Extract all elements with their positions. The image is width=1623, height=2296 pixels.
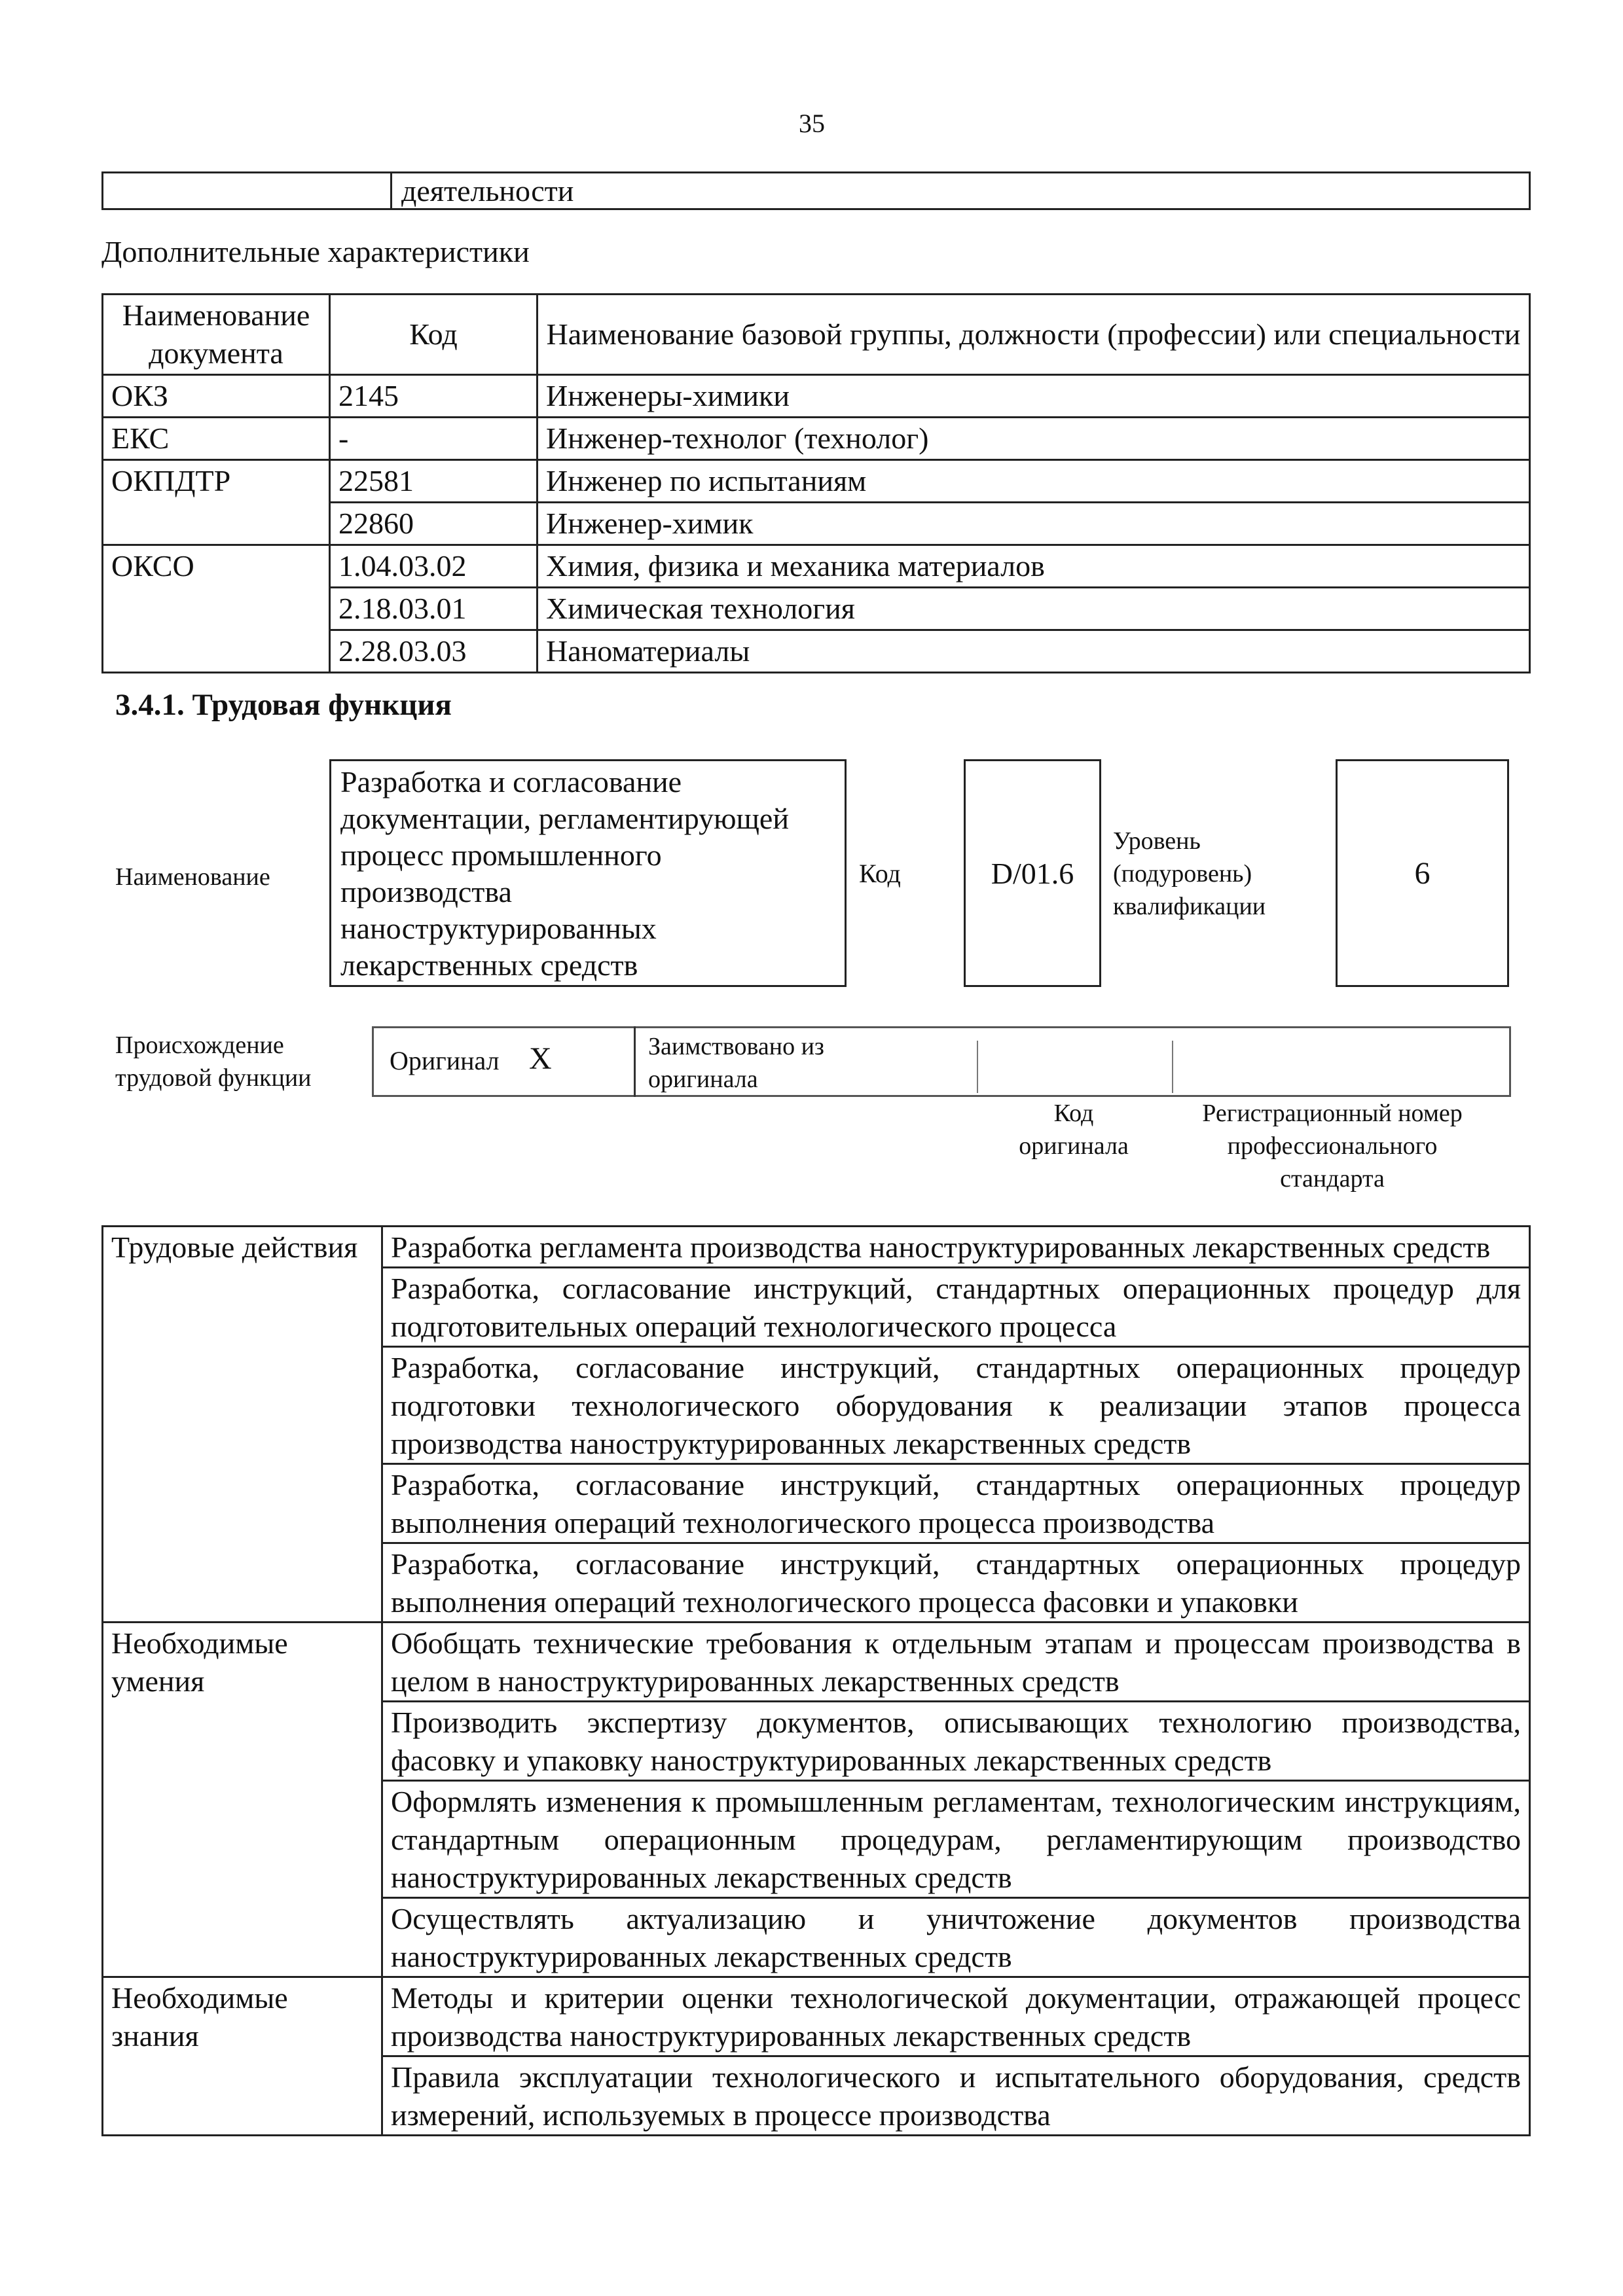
doc-cell: ОКСО <box>103 545 330 673</box>
code-cell: 2145 <box>330 375 538 418</box>
doc-cell: ЕКС <box>103 418 330 460</box>
origin-label: Происхождение трудовой функции <box>115 1031 312 1092</box>
knowledge-item: Правила эксплуатации технологического и испытательного оборудования, средств измерений, используемых в процессе производства <box>382 2056 1530 2136</box>
code-original-label: Код оригинала <box>1019 1100 1129 1160</box>
header-doc: Наименование документа <box>103 295 330 375</box>
header-code: Код <box>330 295 538 375</box>
doc-cell: ОКПДТР <box>103 460 330 545</box>
table-row <box>103 545 1530 588</box>
details-table <box>101 1225 1531 2136</box>
name-cell: Инженер-технолог (технолог) <box>538 418 1530 460</box>
table-row <box>103 1623 1530 1702</box>
skill-item: Производить экспертизу документов, описывающих технологию производства, фасовку и упаковку наноструктурированных лекарственных средств <box>382 1702 1530 1781</box>
original-label: Оригинал <box>390 1046 500 1075</box>
table-row <box>103 1227 1530 1268</box>
code-cell: 22860 <box>330 503 538 545</box>
fragment-empty-cell <box>103 173 392 209</box>
name-cell: Инженер по испытаниям <box>538 460 1530 503</box>
table-row <box>103 418 1530 460</box>
borrowed-label: Заимствовано из оригинала <box>648 1033 824 1093</box>
skill-item: Оформлять изменения к промышленным регламентам, технологическим инструкциям, стандартным операционным процедурам, регламентирующим производство наноструктурированных лекарственных средств <box>382 1781 1530 1898</box>
code-label: Код <box>859 859 901 888</box>
top-fragment-table <box>101 171 1531 210</box>
header-name: Наименование базовой группы, должности (профессии) или специальности <box>538 295 1530 375</box>
additional-title: Дополнительные характеристики <box>101 235 530 268</box>
code-cell: 2.28.03.03 <box>330 630 538 673</box>
code-cell: 1.04.03.02 <box>330 545 538 588</box>
original-mark: X <box>529 1041 552 1076</box>
code-cell: 2.18.03.01 <box>330 588 538 630</box>
action-item: Разработка регламента производства наноструктурированных лекарственных средств <box>382 1227 1530 1268</box>
doc-cell: ОКЗ <box>103 375 330 418</box>
function-name-box <box>329 759 847 987</box>
name-cell: Инженер-химик <box>538 503 1530 545</box>
level-value: 6 <box>1414 855 1431 891</box>
table-row <box>103 375 1530 418</box>
function-name: Разработка и согласование документации, регламентирующей процесс промышленного производства наноструктурированных лекарственных средств <box>340 765 789 982</box>
action-item: Разработка, согласование инструкций, стандартных операционных процедур выполнения операций технологического процесса производства <box>382 1464 1530 1543</box>
skills-label: Необходимые умения <box>103 1623 382 1977</box>
function-heading: 3.4.1. Трудовая функция <box>115 688 452 722</box>
origin-divider <box>1172 1041 1173 1093</box>
name-cell: Наноматериалы <box>538 630 1530 673</box>
action-item: Разработка, согласование инструкций, стандартных операционных процедур подготовки технологического оборудования к реализации этапов процесса производства наноструктурированных лекарственных средств <box>382 1347 1530 1464</box>
page-number: 35 <box>799 109 825 138</box>
table-row <box>103 1977 1530 2056</box>
additional-table <box>101 293 1531 673</box>
function-code-box <box>964 759 1101 987</box>
code-cell: 22581 <box>330 460 538 503</box>
name-cell: Химическая технология <box>538 588 1530 630</box>
skill-item: Обобщать технические требования к отдельным этапам и процессам производства в целом в наноструктурированных лекарственных средств <box>382 1623 1530 1702</box>
actions-label: Трудовые действия <box>103 1227 382 1623</box>
fragment-text: деятельности <box>392 173 1530 209</box>
skill-item: Осуществлять актуализацию и уничтожение документов производства наноструктурированных лекарственных средств <box>382 1898 1530 1977</box>
level-label: Уровень (подуровень) квалификации <box>1113 827 1266 920</box>
reg-number-label: Регистрационный номер профессионального стандарта <box>1202 1100 1463 1193</box>
knowledge-item: Методы и критерии оценки технологической документации, отражающей процесс производства наноструктурированных лекарственных средств <box>382 1977 1530 2056</box>
name-label: Наименование <box>115 863 270 891</box>
origin-divider <box>977 1041 978 1093</box>
origin-divider <box>634 1026 636 1097</box>
action-item: Разработка, согласование инструкций, стандартных операционных процедур выполнения операций технологического процесса фасовки и упаковки <box>382 1543 1530 1623</box>
knowledge-label: Необходимые знания <box>103 1977 382 2136</box>
code-cell: - <box>330 418 538 460</box>
name-cell: Химия, физика и механика материалов <box>538 545 1530 588</box>
function-code: D/01.6 <box>991 856 1074 890</box>
table-row <box>103 460 1530 503</box>
level-box <box>1336 759 1509 987</box>
action-item: Разработка, согласование инструкций, стандартных операционных процедур для подготовительных операций технологического процесса <box>382 1268 1530 1347</box>
name-cell: Инженеры-химики <box>538 375 1530 418</box>
